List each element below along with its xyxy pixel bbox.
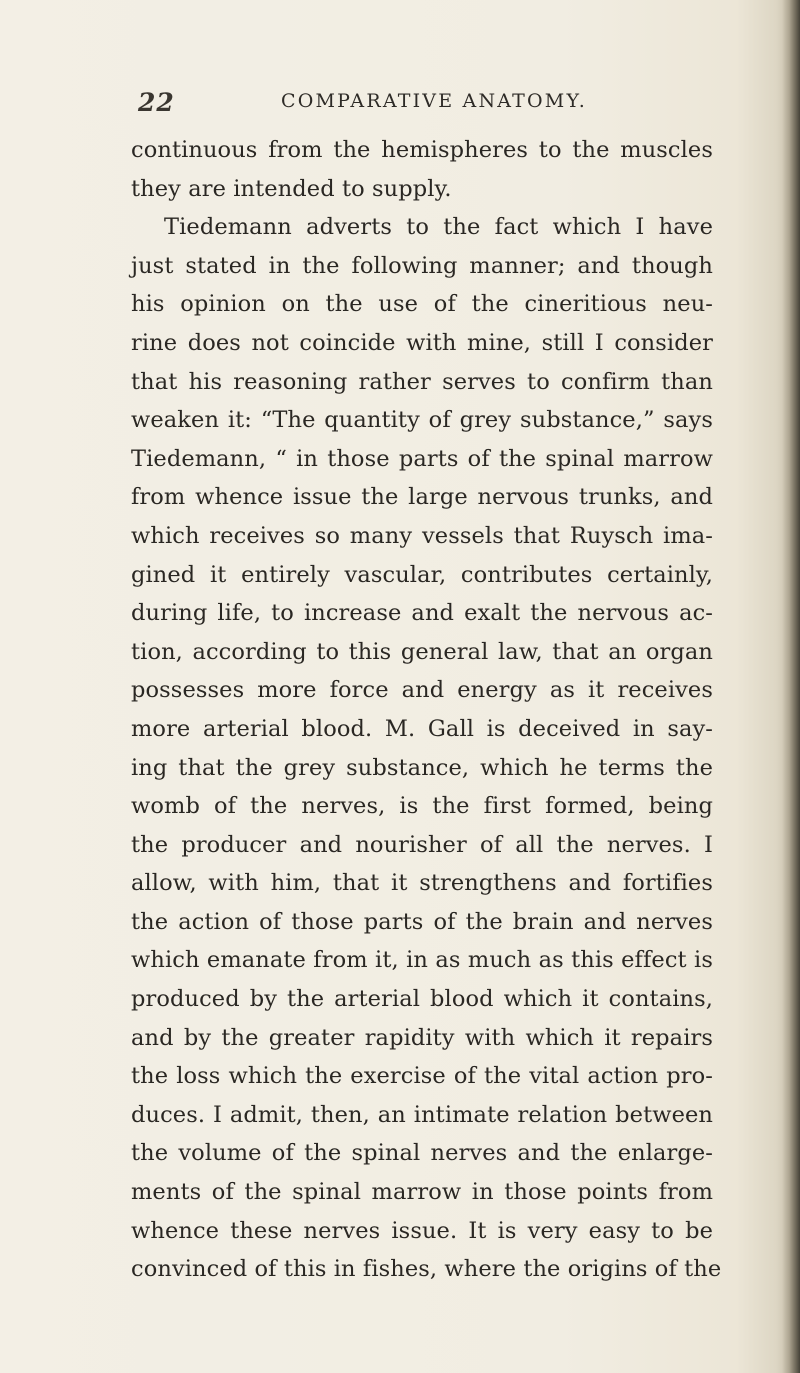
text-line: which receives so many vessels that Ruysch ima- bbox=[131, 522, 713, 549]
text-line: which emanate from it, in as much as this effect is bbox=[131, 947, 713, 974]
page-number: 22 bbox=[138, 88, 175, 117]
text-line: ments of the spinal marrow in those points from bbox=[131, 1179, 713, 1206]
text-line: allow, with him, that it strengthens and fortifies bbox=[131, 870, 713, 897]
text-line: the loss which the exercise of the vital action pro- bbox=[131, 1063, 713, 1090]
body-text bbox=[131, 131, 722, 1289]
text-line: continuous from the hemispheres to the muscles bbox=[131, 137, 713, 163]
text-line: the producer and nourisher of all the nerves. I bbox=[131, 831, 713, 858]
text-line: during life, to increase and exalt the nervous ac- bbox=[131, 600, 713, 627]
text-line: his opinion on the use of the cineritious neu- bbox=[131, 291, 713, 318]
text-line: Tiedemann, “ in those parts of the spinal marrow bbox=[131, 445, 713, 472]
text-line: convinced of this in fishes, where the origins of the bbox=[131, 1256, 722, 1283]
text-line: tion, according to this general law, that an organ bbox=[131, 638, 713, 665]
text-line: gined it entirely vascular, contributes certainly, bbox=[131, 561, 713, 588]
text-line: possesses more force and energy as it receives bbox=[131, 677, 713, 704]
text-line: duces. I admit, then, an intimate relation between bbox=[131, 1101, 713, 1128]
running-title: COMPARATIVE ANATOMY. bbox=[281, 90, 587, 112]
text-line: that his reasoning rather serves to confirm than bbox=[131, 368, 713, 395]
text-line: and by the greater rapidity with which it repairs bbox=[131, 1024, 713, 1051]
text-line: the volume of the spinal nerves and the enlarge- bbox=[131, 1140, 713, 1167]
text-line: womb of the nerves, is the first formed, being bbox=[131, 793, 713, 820]
text-line: rine does not coincide with mine, still I consider bbox=[131, 329, 713, 356]
text-line: they are intended to supply. bbox=[131, 175, 452, 202]
text-line: from whence issue the large nervous trunks, and bbox=[131, 484, 713, 511]
text-line: ing that the grey substance, which he terms the bbox=[131, 754, 713, 781]
page-header bbox=[138, 88, 698, 118]
page-edge-shadow bbox=[782, 0, 800, 1373]
text-line: produced by the arterial blood which it contains, bbox=[131, 986, 713, 1013]
text-line: Tiedemann adverts to the fact which I have bbox=[164, 214, 713, 241]
text-line: the action of those parts of the brain and nerves bbox=[131, 908, 713, 935]
text-line: weaken it: “The quantity of grey substance,” says bbox=[131, 407, 713, 434]
text-line: just stated in the following manner; and though bbox=[131, 252, 713, 279]
text-line: more arterial blood. M. Gall is deceived in say- bbox=[131, 715, 713, 742]
text-line: whence these nerves issue. It is very easy to be bbox=[131, 1217, 713, 1244]
